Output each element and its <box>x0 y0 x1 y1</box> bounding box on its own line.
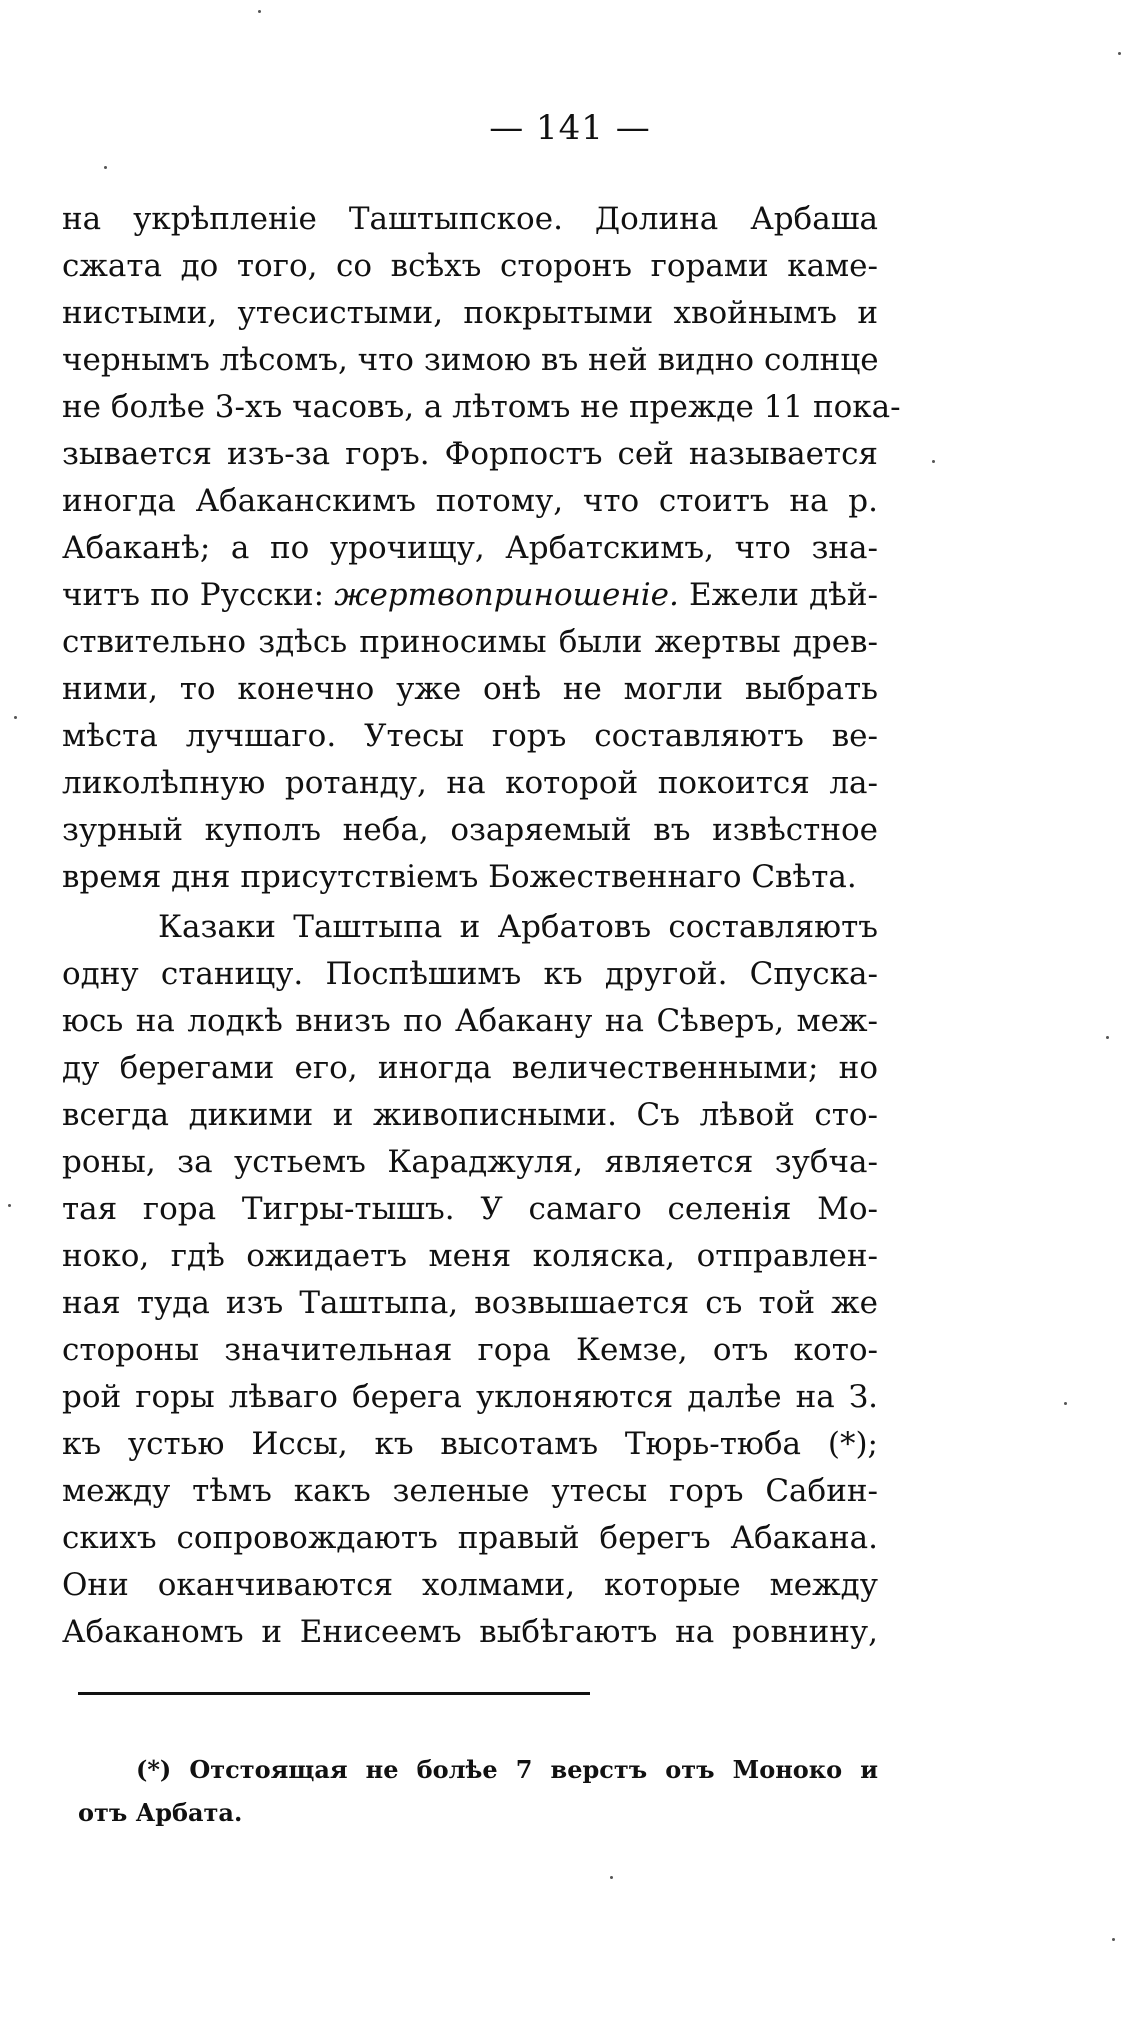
scan-speck <box>1118 52 1121 55</box>
text-line-lead: читъ по Русски: <box>62 577 335 613</box>
text-line: къ устью Иссы, къ высотамъ Тюрь-тюба (*); <box>62 1426 878 1462</box>
text-line: ствительно здѣсь приносимы были жертвы древ- <box>62 624 878 660</box>
text-line: ноко, гдѣ ожидаетъ меня коляска, отправлен- <box>62 1238 878 1274</box>
text-line: не болѣе 3-хъ часовъ, а лѣтомъ не прежде 11 пока- <box>62 389 901 425</box>
text-line-tail: Ежели дѣй- <box>678 577 878 613</box>
text-line <box>62 572 878 619</box>
paragraph-start-line: Казаки Таштыпа и Арбатовъ составляютъ <box>158 909 878 945</box>
text-line: юсь на лодкѣ внизъ по Абакану на Сѣверъ, меж- <box>62 1003 878 1039</box>
text-line: мѣста лучшаго. Утесы горъ составляютъ ве- <box>62 718 878 754</box>
scan-speck <box>1064 1402 1067 1405</box>
italic-word: жертвоприношеніе. <box>334 577 679 613</box>
footnote-line: (*) Отстоящая не болѣе 7 верстъ отъ Моноко и <box>136 1755 878 1784</box>
scan-speck <box>1106 1036 1109 1039</box>
text-line: зурный куполъ неба, озаряемый въ извѣстное <box>62 812 878 848</box>
scan-speck <box>932 460 935 463</box>
text-line: стороны значительная гора Кемзе, отъ кото- <box>62 1332 878 1368</box>
text-line: чернымъ лѣсомъ, что зимою въ ней видно солнце <box>62 342 879 378</box>
text-line: ними, то конечно уже онѣ не могли выбрать <box>62 671 878 707</box>
text-line: время дня присутствіемъ Божественнаго Свѣта. <box>62 859 857 895</box>
footnote-rule <box>78 1692 590 1695</box>
text-line: роны, за устьемъ Караджуля, является зубча- <box>62 1144 878 1180</box>
text-line: иногда Абаканскимъ потому, что стоитъ на р. <box>62 483 878 519</box>
footnote-line: отъ Арбата. <box>78 1798 243 1827</box>
page-number: — 141 — <box>489 108 651 148</box>
text-line: всегда дикими и живописными. Съ лѣвой сто- <box>62 1097 878 1133</box>
text-line: на укрѣпленіе Таштыпское. Долина Арбаша <box>62 201 878 237</box>
text-line: нистыми, утесистыми, покрытыми хвойнымъ и <box>62 295 878 331</box>
text-line: Абаканѣ; а по урочищу, Арбатскимъ, что зна- <box>62 530 878 566</box>
text-line: сжата до того, со всѣхъ сторонъ горами каме- <box>62 248 878 284</box>
text-line: рой горы лѣваго берега уклоняются далѣе на З. <box>62 1379 878 1415</box>
text-line: Они оканчиваются холмами, которые между <box>62 1567 878 1603</box>
scan-speck <box>610 1876 613 1879</box>
scan-speck <box>14 716 17 719</box>
text-line: одну станицу. Поспѣшимъ къ другой. Спуска- <box>62 956 878 992</box>
scan-speck <box>1112 1938 1115 1941</box>
scan-speck <box>104 166 107 169</box>
text-line: Абаканомъ и Енисеемъ выбѣгаютъ на ровнину, <box>62 1614 878 1650</box>
text-line: тая гора Тигры-тышъ. У самаго селенія Мо- <box>62 1191 878 1227</box>
text-line: ду берегами его, иногда величественными; но <box>62 1050 878 1086</box>
text-line: ликолѣпную ротанду, на которой покоится ла- <box>62 765 878 801</box>
text-line: между тѣмъ какъ зеленые утесы горъ Сабин- <box>62 1473 878 1509</box>
text-line: ная туда изъ Таштыпа, возвышается съ той же <box>62 1285 878 1321</box>
scan-speck <box>258 10 261 13</box>
text-line: скихъ сопровождаютъ правый берегъ Абакана. <box>62 1520 878 1556</box>
text-line: зывается изъ-за горъ. Форпостъ сей называется <box>62 436 878 472</box>
scan-speck <box>8 1204 11 1207</box>
